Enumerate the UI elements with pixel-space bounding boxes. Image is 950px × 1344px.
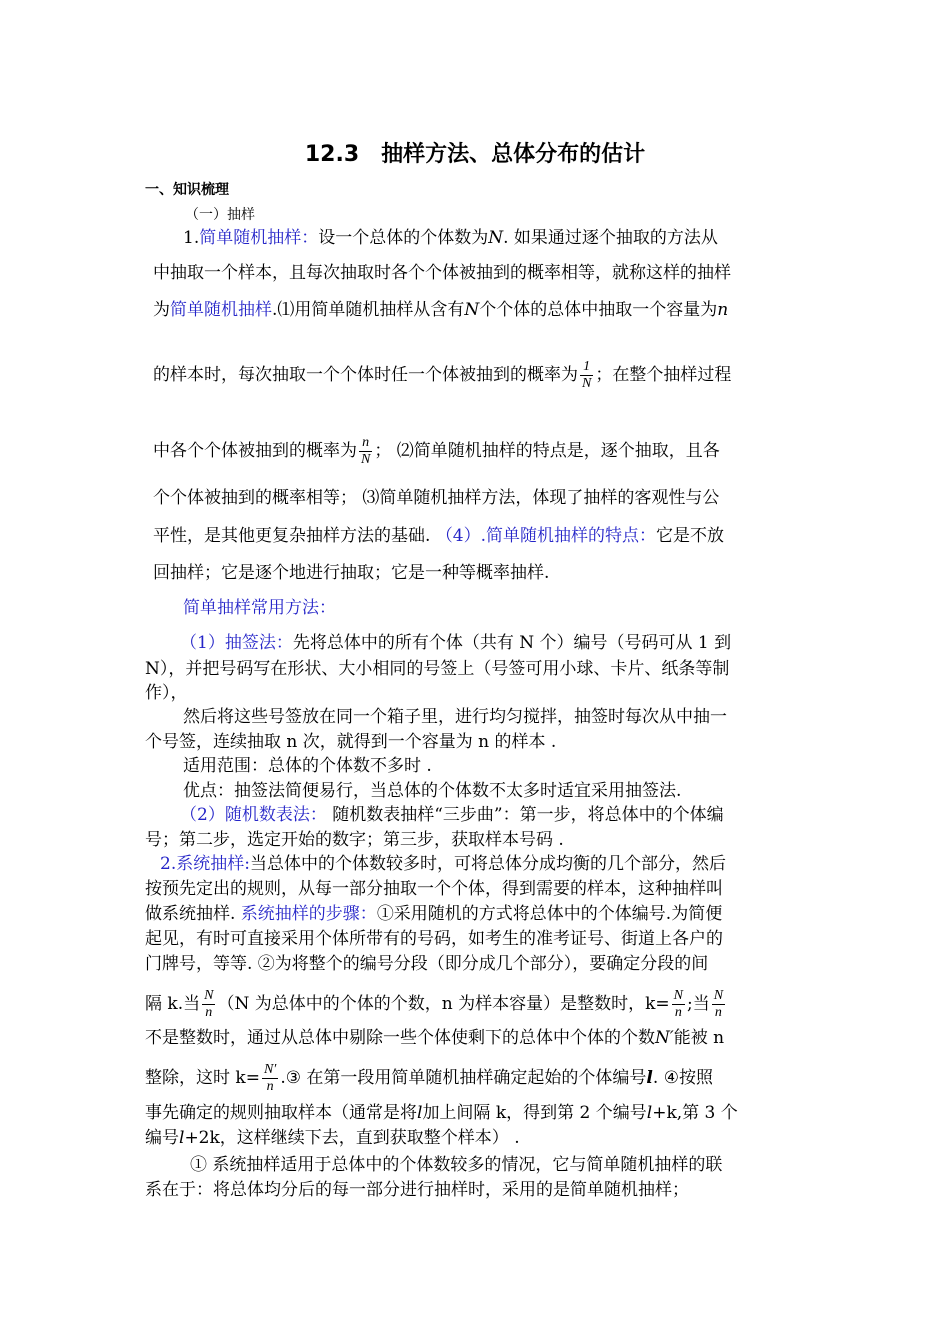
- p3-line-10: 编号l+2k，这样继续下去，直到获取整个样本） .: [145, 1128, 520, 1148]
- p3-line-1: 2.系统抽样:当总体中的个体数较多时，可将总体分成均衡的几个部分，然后: [160, 854, 726, 874]
- fraction-N-over-n: $\frac{N}{n}$: [713, 988, 724, 1020]
- term-simple-random-sampling: 简单随机抽样：: [199, 228, 319, 248]
- p1-line-6: 个个体被抽到的概率相等； ⑶简单随机抽样方法，体现了抽样的客观性与公: [153, 488, 720, 508]
- p2-line-7: 优点：抽签法简便易行，当总体的个体数不太多时适宜采用抽签法.: [183, 781, 682, 801]
- p3-line-9: 事先确定的规则抽取样本（通常是将l加上间隔 k，得到第 2 个编号l+k,第 3 个: [145, 1103, 738, 1123]
- p2-line-6: 适用范围：总体的个体数不多时 .: [183, 756, 432, 776]
- p3-line-12: 系在于：将总体均分后的每一部分进行抽样时，采用的是简单随机抽样；: [145, 1180, 689, 1200]
- p2-line-1: （1）抽签法：先将总体中的所有个体（共有 N 个）编号（号码可从 1 到: [180, 633, 732, 653]
- subsection-heading: （一）抽样: [185, 207, 255, 223]
- p1-line-7: 平性，是其他更复杂抽样方法的基础. （4）.简单随机抽样的特点：它是不放: [153, 526, 725, 546]
- p2-line-2: N），并把号码写在形状、大小相同的号签上（号签可用小球、卡片、纸条等制: [145, 659, 730, 679]
- p3-line-6: 隔 k.当 $\frac{N}{n}$ （N 为总体中的个体的个数，n 为样本容量）是整数时，k= $\frac{N}{n}$ ;当 $\frac{N}{n}$: [145, 988, 724, 1020]
- p1-line-1: 1.简单随机抽样：设一个总体的个体数为N. 如果通过逐个抽取的方法从: [183, 228, 718, 248]
- p2-line-5: 个号签，连续抽取 n 次，就得到一个容量为 n 的样本 .: [145, 732, 557, 752]
- p2-line-4: 然后将这些号签放在同一个箱子里，进行均匀搅拌，抽签时每次从中抽一: [183, 707, 727, 727]
- p3-line-4: 起见，有时可直接采用个体所带有的号码，如考生的准考证号、街道上各户的: [145, 929, 723, 949]
- p3-line-8: 整除，这时 k= $\frac{N'}{n}$ .③ 在第一段用简单随机抽样确定起始的个体编号l. ④按照: [145, 1062, 713, 1094]
- p3-line-2: 按预先定出的规则，从每一部分抽取一个个体，得到需要的样本，这种抽样叫: [145, 879, 723, 899]
- fraction-1-over-N: $\frac{1}{N}$: [582, 359, 592, 391]
- p1-line-3: 为简单随机抽样.⑴用简单随机抽样从含有N个个体的总体中抽取一个容量为n: [153, 300, 729, 320]
- p3-line-7: 不是整数时，通过从总体中剔除一些个体使剩下的总体中个体的个数N′能被 n: [145, 1028, 725, 1048]
- p3-line-11: ① 系统抽样适用于总体中的个体数较多的情况，它与简单随机抽样的联: [190, 1155, 723, 1175]
- p3-line-5: 门牌号，等等. ②为将整个的编号分段（即分成几个部分），要确定分段的间: [145, 954, 709, 974]
- p2-line-3: 作），: [145, 683, 188, 703]
- fraction-n-over-N: $\frac{n}{N}$: [361, 435, 371, 467]
- p1-line-8: 回抽样；它是逐个地进行抽取；它是一种等概率抽样.: [153, 563, 550, 583]
- fraction-N-prime-over-n: $\frac{N'}{n}$: [263, 1062, 277, 1094]
- p3-line-3: 做系统抽样. 系统抽样的步骤：①采用随机的方式将总体中的个体编号.为简便: [145, 904, 723, 924]
- p2-line-8: （2）随机数表法： 随机数表抽样“三步曲”：第一步，将总体中的个体编: [180, 805, 724, 825]
- section-heading: 一、知识梳理: [145, 182, 229, 198]
- p1-line-5: 中各个个体被抽到的概率为 $\frac{n}{N}$ ； ⑵简单随机抽样的特点是，逐个抽取，且各: [153, 435, 720, 467]
- methods-heading: 简单抽样常用方法：: [183, 598, 336, 618]
- fraction-N-over-n: $\frac{N}{n}$: [204, 988, 214, 1020]
- page-title: 12.3 抽样方法、总体分布的估计: [304, 142, 646, 167]
- term-systematic-sampling: 2.系统抽样:: [160, 854, 250, 874]
- p2-line-9: 号；第二步，选定开始的数字；第三步，获取样本号码 .: [145, 830, 564, 850]
- p1-line-2: 中抽取一个样本，且每次抽取时各个个体被抽到的概率相等，就称这样的抽样: [153, 263, 731, 283]
- p1-line-4: 的样本时，每次抽取一个个体时任一个体被抽到的概率为 $\frac{1}{N}$ ；在整个抽样过程: [153, 359, 732, 391]
- fraction-N-over-n: $\frac{N}{n}$: [673, 988, 683, 1020]
